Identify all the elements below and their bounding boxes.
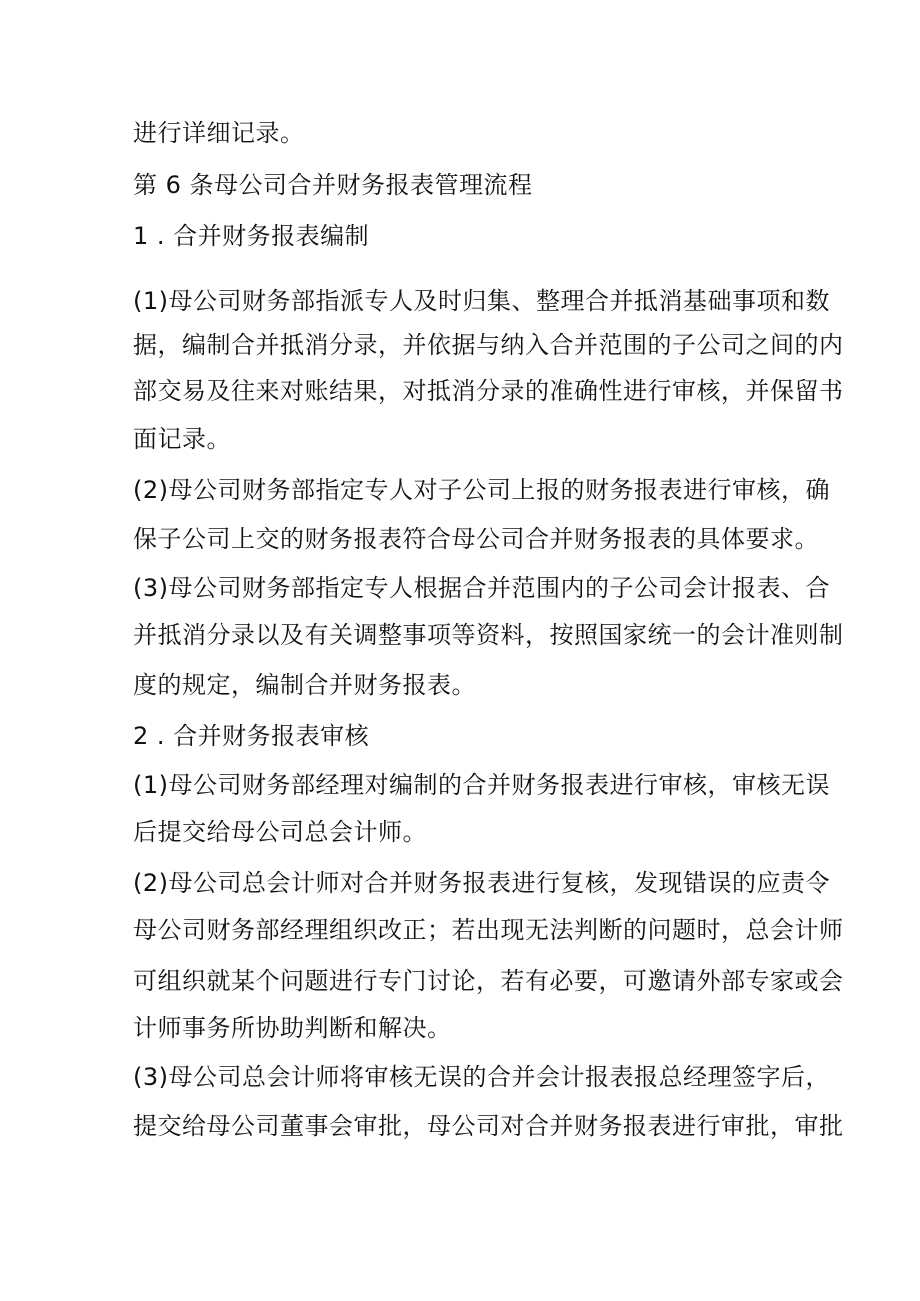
text-line: 提交给母公司董事会审批，母公司对合并财务报表进行审批，审批	[133, 1112, 844, 1140]
text-line: 母公司财务部经理组织改正；若出现无法判断的问题时，总会计师	[133, 916, 844, 944]
text-line: 计师事务所协助判断和解决。	[133, 1014, 452, 1042]
text-line: 后提交给母公司总会计师。	[133, 818, 427, 846]
text-line: 据，编制合并抵消分录，并依据与纳入合并范围的子公司之间的内	[133, 331, 844, 359]
subsection-heading: 1 . 合并财务报表编制	[133, 222, 370, 250]
text-line: (3)母公司财务部指定专人根据合并范围内的子公司会计报表、合	[133, 574, 830, 602]
text-line: (2)母公司总会计师对合并财务报表进行复核，发现错误的应责令	[133, 869, 830, 897]
text-line: (1)母公司财务部经理对编制的合并财务报表进行审核，审核无误	[133, 771, 830, 799]
text-line: 保子公司上交的财务报表符合母公司合并财务报表的具体要求。	[133, 525, 819, 553]
text-line: 并抵消分录以及有关调整事项等资料，按照国家统一的会计准则制	[133, 621, 844, 649]
text-line: (3)母公司总会计师将审核无误的合并会计报表报总经理签字后，	[133, 1063, 830, 1091]
text-line: (1)母公司财务部指派专人及时归集、整理合并抵消基础事项和数	[133, 287, 830, 315]
text-line: 面记录。	[133, 425, 231, 453]
text-line: (2)母公司财务部指定专人对子公司上报的财务报表进行审核，确	[133, 476, 830, 504]
text-line: 进行详细记录。	[133, 119, 305, 147]
text-line: 可组织就某个问题进行专门讨论，若有必要，可邀请外部专家或会	[133, 967, 844, 995]
text-line: 度的规定，编制合并财务报表。	[133, 671, 476, 699]
text-line: 部交易及往来对账结果，对抵消分录的准确性进行审核，并保留书	[133, 377, 844, 405]
section-heading: 第 6 条母公司合并财务报表管理流程	[133, 171, 533, 199]
subsection-heading: 2 . 合并财务报表审核	[133, 722, 370, 750]
